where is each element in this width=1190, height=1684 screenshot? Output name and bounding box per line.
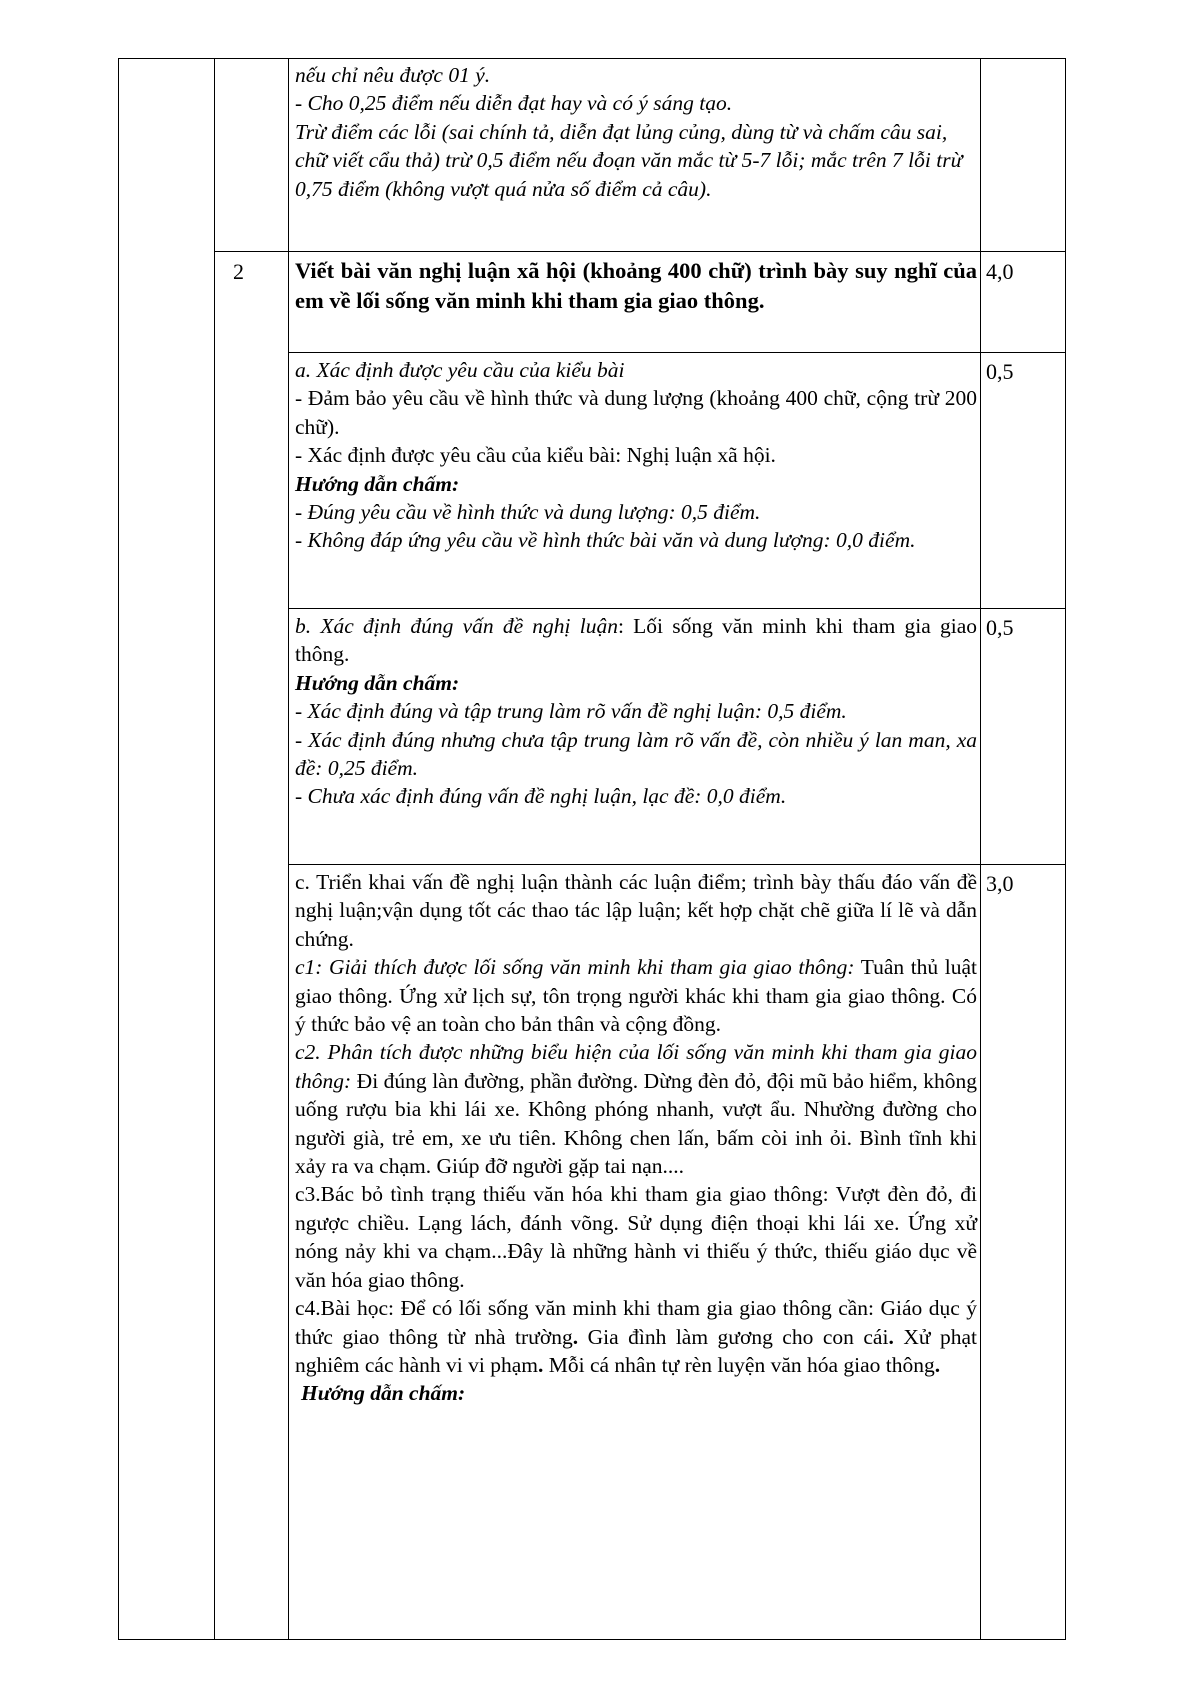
part-b-statement (295, 612, 977, 669)
c4-dot: . (538, 1352, 544, 1377)
part-b-score: 0,5 (986, 615, 1014, 640)
row-divider (288, 352, 1066, 353)
guide-label: Hướng dẫn chấm: (295, 670, 460, 695)
part-b-cell (295, 612, 977, 811)
guide-line: - Không đáp ứng yêu cầu về hình thức bài văn và dung lượng: 0,0 điểm. (295, 528, 916, 553)
c4-dot: . (934, 1352, 941, 1377)
part-a-line: - Đảm bảo yêu cầu về hình thức và dung lượng (khoảng 400 chữ, cộng trừ 200 chữ). (295, 386, 977, 439)
row-divider (288, 608, 1066, 609)
part-c-cell (295, 868, 977, 1408)
guide-line: - Chưa xác định đúng vấn đề nghị luận, lạc đề: 0,0 điểm. (295, 784, 787, 809)
criteria-line: nếu chỉ nêu được 01 ý. (295, 63, 491, 87)
guide-label: Hướng dẫn chấm: (301, 1381, 466, 1406)
part-a-score: 0,5 (986, 359, 1014, 384)
question-score: 4,0 (986, 259, 1014, 284)
c4-text: Gia đình làm gương cho con cái (578, 1324, 889, 1349)
part-a-cell (295, 356, 977, 555)
grading-table (118, 58, 1066, 1640)
guide-line: - Đúng yêu cầu về hình thức và dung lượng: 0,5 điểm. (295, 500, 761, 525)
part-a-line: - Xác định được yêu cầu của kiểu bài: Nghị luận xã hội. (295, 443, 776, 468)
c4-text: Xử phạt nghiêm các hành vi vi phạm (295, 1324, 978, 1377)
part-c1 (295, 953, 977, 1038)
table-border-bottom (118, 1639, 1066, 1640)
part-a-heading: a. Xác định được yêu cầu của kiểu bài (295, 358, 625, 382)
criteria-line: Trừ điểm các lỗi (sai chính tả, diễn đạt lủng củng, dùng từ và chấm câu sai, chữ viết cẩu thả) trừ 0,5 điểm nếu đoạn văn mắc từ 5-7 lỗi; mắc trên 7 lỗi trừ 0,75 điểm (không vượt quá nửa số điểm cả câu). (295, 119, 963, 201)
part-c3: c3.Bác bỏ tình trạng thiếu văn hóa khi tham gia giao thông: Vượt đèn đỏ, đi ngược chiều. Lạng lách, đánh võng. Sử dụng điện thoại khi lái xe. Ứng xử nóng nảy khi va chạm...Đây là những hành vi thiếu ý thức, thiếu giáo dục về văn hóa giao thông. (295, 1182, 977, 1292)
c4-text: c4.Bài học: Để có lối sống văn minh khi tham gia giao thông cần: Giáo dục ý thức giao thông từ nhà trường (295, 1296, 977, 1349)
part-c2 (295, 1038, 977, 1180)
row-divider (214, 251, 1066, 252)
c2-text: Đi đúng làn đường, phần đường. Dừng đèn đỏ, đội mũ bảo hiểm, không uống rượu bia khi lái xe. Không phóng nhanh, vượt ẩu. Nhường đường cho người già, trẻ em, xe ưu tiên. Không chen lấn, bấm còi inh ỏi. Bình tĩnh khi xảy ra va chạm. Giúp đỡ người gặp tai nạn.... (295, 1068, 977, 1179)
c2-label: c2. Phân tích được những biểu hiện của lối sống văn minh khi tham gia giao thông: (295, 1040, 977, 1093)
column-divider (980, 58, 981, 1640)
c4-text: Mỗi cá nhân tự rèn luyện văn hóa giao thông (543, 1352, 935, 1377)
table-border-left (118, 58, 119, 1640)
part-b-heading: b. Xác định đúng vấn đề nghị luận (295, 614, 618, 638)
part-c-intro: c. Triển khai vấn đề nghị luận thành các luận điểm; trình bày thấu đáo vấn đề nghị luận;vận dụng tốt các thao tác lập luận; kết hợp chặt chẽ giữa lí lẽ và dẫn chứng. (295, 870, 977, 951)
part-c4 (295, 1294, 977, 1379)
part-b-text: : Lối sống văn minh khi tham gia giao thông. (295, 614, 978, 667)
criteria-line: - Cho 0,25 điểm nếu diễn đạt hay và có ý sáng tạo. (295, 91, 733, 116)
guide-line: - Xác định đúng nhưng chưa tập trung làm rõ vấn đề, còn nhiều ý lan man, xa đề: 0,25 điểm. (295, 727, 977, 781)
c4-dot: . (888, 1324, 894, 1349)
part-c-score: 3,0 (986, 871, 1014, 896)
table-border-right (1065, 58, 1066, 1640)
question-number: 2 (233, 259, 244, 284)
question-prompt: Viết bài văn nghị luận xã hội (khoảng 400 chữ) trình bày suy nghĩ của em về lối sống văn minh khi tham gia giao thông. (295, 258, 977, 313)
column-divider (288, 58, 289, 1640)
guide-label: Hướng dẫn chấm: (295, 471, 460, 496)
c1-text: Tuân thủ luật giao thông. Ứng xử lịch sự, tôn trọng người khác khi tham gia giao thông. Có ý thức bảo vệ an toàn cho bản thân và cộng đồng. (295, 955, 977, 1037)
c4-dot: . (572, 1324, 579, 1349)
column-divider (214, 58, 215, 1640)
c1-label: c1: Giải thích được lối sống văn minh khi tham gia giao thông: (295, 955, 855, 980)
criteria-continuation-cell (295, 61, 977, 203)
table-border-top (118, 58, 1066, 59)
guide-line: - Xác định đúng và tập trung làm rõ vấn đề nghị luận: 0,5 điểm. (295, 699, 847, 724)
row-divider (288, 864, 1066, 865)
question-prompt-cell (295, 256, 977, 316)
